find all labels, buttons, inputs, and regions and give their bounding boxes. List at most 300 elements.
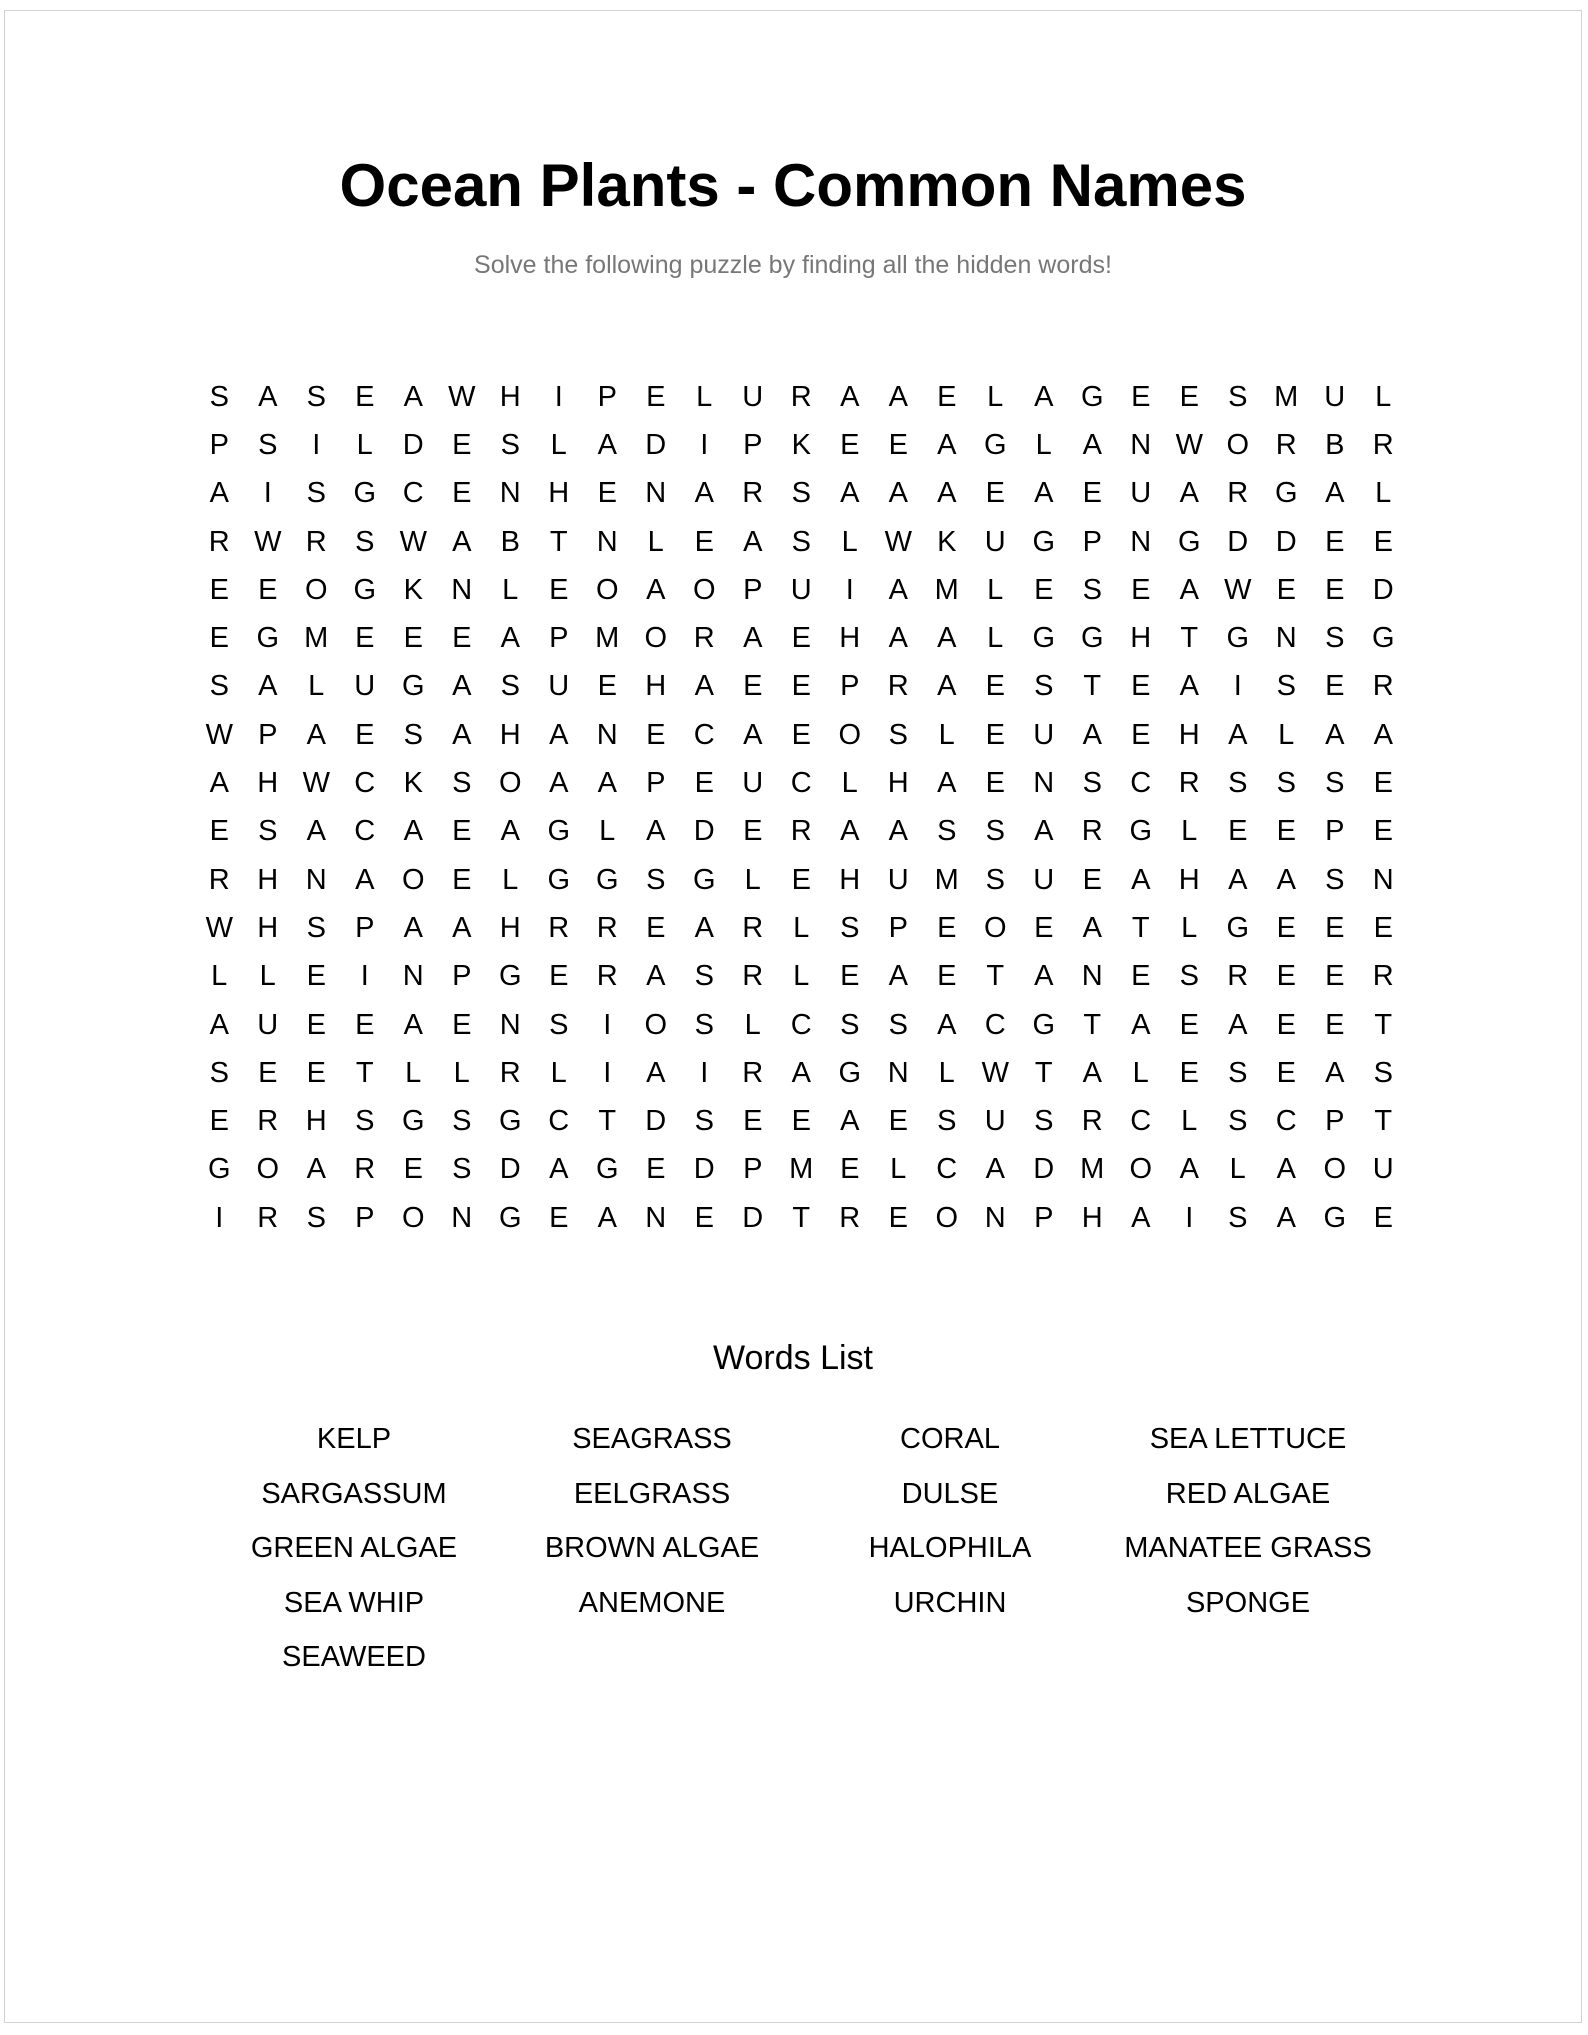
grid-letter: W: [399, 525, 427, 558]
grid-letter: E: [1082, 863, 1102, 896]
grid-letter: R: [887, 670, 909, 703]
grid-letter: G: [595, 1153, 619, 1186]
grid-letter: G: [1323, 1201, 1347, 1234]
grid-letter: A: [646, 960, 666, 993]
grid-letter: S: [306, 380, 326, 413]
grid-letter: D: [1227, 525, 1249, 558]
grid-letter: M: [304, 622, 329, 655]
grid-letter: R: [1081, 815, 1103, 848]
grid-letter: E: [355, 380, 375, 413]
grid-letter: E: [694, 1201, 714, 1234]
grid-letter: C: [1130, 1105, 1152, 1138]
grid-letter: M: [1080, 1153, 1105, 1186]
page-title: Ocean Plants - Common Names: [339, 152, 1247, 219]
grid-letter: E: [1179, 1056, 1199, 1089]
grid-letter: A: [1131, 863, 1151, 896]
grid-letter: R: [1275, 428, 1297, 461]
grid-letter: P: [743, 428, 763, 461]
grid-letter: A: [1373, 718, 1393, 751]
grid-letter: A: [549, 718, 569, 751]
grid-letter: P: [888, 911, 908, 944]
grid-letter: L: [987, 622, 1004, 655]
grid-letter: H: [548, 477, 570, 510]
grid-letter: A: [1179, 1153, 1199, 1186]
grid-letter: E: [743, 1105, 763, 1138]
grid-letter: A: [888, 815, 908, 848]
grid-letter: U: [1372, 1153, 1394, 1186]
grid-letter: P: [452, 960, 472, 993]
grid-letter: E: [1131, 670, 1151, 703]
page-subtitle: Solve the following puzzle by finding all the hidden words!: [474, 251, 1112, 279]
grid-letter: R: [208, 863, 230, 896]
grid-letter: E: [1325, 960, 1345, 993]
grid-letter: A: [597, 428, 617, 461]
grid-letter: G: [498, 960, 522, 993]
grid-letter: E: [452, 477, 472, 510]
grid-letter: E: [597, 670, 617, 703]
grid-letter: L: [211, 960, 228, 993]
grid-letter: H: [305, 1105, 327, 1138]
grid-letter: H: [257, 863, 279, 896]
grid-letter: T: [1374, 1105, 1393, 1138]
word-list-item: HALOPHILA: [868, 1532, 1032, 1564]
grid-letter: A: [1179, 670, 1199, 703]
grid-letter: C: [693, 718, 715, 751]
grid-letter: L: [502, 573, 519, 606]
grid-letter: E: [403, 1153, 423, 1186]
grid-letter: A: [937, 428, 957, 461]
grid-letter: E: [646, 1153, 666, 1186]
grid-letter: L: [308, 670, 325, 703]
word-list-item: SEAWEED: [282, 1641, 426, 1673]
grid-letter: U: [1033, 718, 1055, 751]
grid-letter: I: [263, 477, 272, 510]
grid-letter: D: [402, 428, 424, 461]
grid-letter: N: [402, 960, 424, 993]
grid-letter: G: [1177, 525, 1201, 558]
grid-letter: U: [548, 670, 570, 703]
letter-grid: [195, 373, 1408, 1242]
words-list-heading: Words List: [713, 1339, 873, 1377]
grid-letter: A: [1228, 863, 1248, 896]
grid-letter: M: [1274, 380, 1299, 413]
grid-letter: A: [403, 1008, 423, 1041]
grid-letter: A: [937, 670, 957, 703]
grid-letter: I: [554, 380, 563, 413]
grid-letter: S: [1228, 380, 1248, 413]
grid-letter: E: [1131, 718, 1151, 751]
grid-letter: A: [1179, 573, 1199, 606]
grid-letter: I: [360, 960, 369, 993]
grid-letter: H: [887, 767, 909, 800]
grid-letter: A: [1276, 863, 1296, 896]
grid-letter: R: [596, 960, 618, 993]
grid-letter: A: [791, 1056, 811, 1089]
grid-letter: A: [985, 1153, 1005, 1186]
grid-letter: R: [1372, 960, 1394, 993]
grid-letter: E: [791, 1105, 811, 1138]
grid-letter: C: [936, 1153, 958, 1186]
grid-letter: S: [694, 1105, 714, 1138]
grid-letter: R: [354, 1153, 376, 1186]
grid-letter: L: [1181, 911, 1198, 944]
grid-letter: G: [353, 573, 377, 606]
grid-letter: T: [549, 525, 568, 558]
grid-letter: E: [549, 573, 569, 606]
grid-letter: E: [452, 622, 472, 655]
grid-letter: O: [983, 911, 1007, 944]
grid-letter: E: [1082, 477, 1102, 510]
grid-letter: L: [259, 960, 276, 993]
grid-letter: O: [1129, 1153, 1153, 1186]
grid-letter: S: [1276, 670, 1296, 703]
grid-letter: E: [791, 670, 811, 703]
grid-letter: E: [306, 1056, 326, 1089]
grid-letter: S: [452, 1105, 472, 1138]
word-list-item: GREEN ALGAE: [250, 1532, 458, 1564]
grid-letter: S: [985, 815, 1005, 848]
grid-letter: E: [403, 622, 423, 655]
grid-letter: E: [888, 1201, 908, 1234]
grid-letter: I: [312, 428, 321, 461]
grid-letter: A: [403, 815, 423, 848]
grid-letter: U: [790, 573, 812, 606]
grid-letter: S: [258, 815, 278, 848]
grid-letter: W: [1175, 428, 1203, 461]
grid-letter: G: [401, 1105, 425, 1138]
grid-letter: E: [1276, 960, 1296, 993]
grid-letter: A: [888, 622, 908, 655]
grid-letter: G: [547, 863, 571, 896]
grid-letter: A: [209, 767, 229, 800]
grid-letter: U: [742, 767, 764, 800]
grid-letter: L: [1278, 718, 1295, 751]
grid-letter: A: [1179, 477, 1199, 510]
grid-letter: E: [1179, 1008, 1199, 1041]
grid-letter: L: [793, 960, 810, 993]
grid-letter: A: [888, 477, 908, 510]
grid-letter: E: [888, 428, 908, 461]
grid-letter: P: [355, 911, 375, 944]
worksheet-page: [4, 10, 1582, 2023]
grid-letter: T: [1374, 1008, 1393, 1041]
grid-letter: E: [985, 718, 1005, 751]
grid-letter: E: [1131, 573, 1151, 606]
grid-letter: A: [452, 911, 472, 944]
grid-letter: E: [937, 960, 957, 993]
grid-letter: E: [209, 815, 229, 848]
grid-letter: E: [1276, 1056, 1296, 1089]
grid-letter: S: [209, 380, 229, 413]
grid-letter: S: [306, 911, 326, 944]
grid-letter: G: [207, 1153, 231, 1186]
grid-letter: S: [1179, 960, 1199, 993]
grid-letter: G: [1226, 622, 1250, 655]
grid-letter: U: [1130, 477, 1152, 510]
grid-letter: O: [401, 1201, 425, 1234]
grid-letter: H: [1130, 622, 1152, 655]
grid-letter: O: [935, 1201, 959, 1234]
grid-letter: A: [937, 622, 957, 655]
grid-letter: R: [742, 960, 764, 993]
grid-letter: S: [500, 670, 520, 703]
grid-letter: N: [1275, 622, 1297, 655]
grid-letter: E: [1276, 815, 1296, 848]
grid-letter: E: [597, 477, 617, 510]
grid-letter: E: [646, 380, 666, 413]
grid-letter: G: [838, 1056, 862, 1089]
grid-letter: E: [646, 718, 666, 751]
grid-letter: S: [888, 718, 908, 751]
grid-letter: I: [700, 428, 709, 461]
grid-letter: G: [498, 1105, 522, 1138]
grid-letter: D: [1033, 1153, 1055, 1186]
word-list-item: SEAGRASS: [572, 1423, 732, 1455]
grid-letter: H: [257, 911, 279, 944]
word-list-item: SARGASSUM: [261, 1477, 447, 1510]
grid-letter: L: [1181, 1105, 1198, 1138]
grid-letter: E: [743, 815, 763, 848]
grid-letter: U: [887, 863, 909, 896]
grid-letter: C: [354, 815, 376, 848]
grid-letter: N: [645, 477, 667, 510]
grid-letter: G: [498, 1201, 522, 1234]
grid-letter: S: [1325, 863, 1345, 896]
grid-letter: K: [791, 428, 811, 461]
grid-letter: R: [548, 911, 570, 944]
grid-letter: S: [840, 1008, 860, 1041]
grid-letter: A: [646, 1056, 666, 1089]
grid-letter: A: [694, 477, 714, 510]
grid-letter: M: [789, 1153, 814, 1186]
grid-letter: T: [1083, 1008, 1102, 1041]
grid-letter: N: [984, 1201, 1006, 1234]
grid-letter: S: [1228, 1056, 1248, 1089]
grid-letter: S: [1034, 1105, 1054, 1138]
grid-letter: E: [1034, 911, 1054, 944]
grid-letter: A: [597, 767, 617, 800]
grid-letter: E: [1325, 670, 1345, 703]
grid-letter: C: [984, 1008, 1006, 1041]
grid-letter: L: [744, 863, 761, 896]
grid-letter: G: [1371, 622, 1395, 655]
grid-letter: P: [355, 1201, 375, 1234]
grid-letter: O: [595, 573, 619, 606]
grid-letter: H: [1178, 718, 1200, 751]
grid-letter: N: [1372, 863, 1394, 896]
grid-letter: M: [934, 863, 959, 896]
grid-letter: E: [646, 911, 666, 944]
grid-letter: A: [840, 477, 860, 510]
grid-letter: H: [499, 380, 521, 413]
grid-letter: B: [1325, 428, 1345, 461]
grid-letter: S: [258, 428, 278, 461]
grid-letter: L: [841, 767, 858, 800]
grid-letter: H: [645, 670, 667, 703]
grid-letter: B: [500, 525, 520, 558]
grid-letter: A: [1082, 718, 1102, 751]
grid-letter: S: [1276, 767, 1296, 800]
grid-letter: L: [1375, 380, 1392, 413]
grid-letter: E: [209, 573, 229, 606]
word-list-item: MANATEE GRASS: [1124, 1532, 1372, 1564]
grid-letter: R: [257, 1201, 279, 1234]
grid-letter: L: [987, 573, 1004, 606]
grid-letter: L: [1132, 1056, 1149, 1089]
grid-letter: E: [1373, 525, 1393, 558]
grid-letter: E: [791, 863, 811, 896]
grid-letter: G: [1032, 525, 1056, 558]
grid-letter: E: [1276, 573, 1296, 606]
grid-letter: E: [694, 525, 714, 558]
grid-letter: A: [258, 380, 278, 413]
grid-letter: A: [209, 1008, 229, 1041]
grid-letter: E: [355, 1008, 375, 1041]
grid-letter: G: [401, 670, 425, 703]
grid-letter: A: [1131, 1201, 1151, 1234]
grid-letter: S: [840, 911, 860, 944]
grid-letter: A: [743, 718, 763, 751]
grid-letter: T: [1180, 622, 1199, 655]
grid-letter: A: [209, 477, 229, 510]
grid-letter: P: [1325, 815, 1345, 848]
grid-letter: E: [791, 718, 811, 751]
grid-letter: E: [452, 863, 472, 896]
grid-letter: A: [549, 1153, 569, 1186]
grid-letter: E: [549, 960, 569, 993]
grid-letter: A: [306, 1153, 326, 1186]
grid-letter: L: [356, 428, 373, 461]
grid-letter: E: [209, 622, 229, 655]
grid-letter: R: [742, 911, 764, 944]
word-list-item: SPONGE: [1185, 1586, 1311, 1619]
grid-letter: A: [355, 863, 375, 896]
grid-letter: S: [1325, 622, 1345, 655]
grid-letter: T: [1083, 670, 1102, 703]
grid-letter: E: [1373, 1201, 1393, 1234]
grid-letter: E: [452, 428, 472, 461]
grid-letter: M: [595, 622, 620, 655]
grid-letter: L: [1375, 477, 1392, 510]
grid-letter: O: [304, 573, 328, 606]
grid-letter: E: [306, 960, 326, 993]
grid-letter: D: [1372, 573, 1394, 606]
grid-letter: R: [742, 1056, 764, 1089]
grid-letter: A: [403, 380, 423, 413]
grid-letter: E: [355, 718, 375, 751]
grid-letter: N: [596, 525, 618, 558]
grid-letter: R: [257, 1105, 279, 1138]
grid-letter: A: [937, 1008, 957, 1041]
grid-letter: A: [743, 622, 763, 655]
grid-letter: N: [451, 573, 473, 606]
grid-letter: A: [452, 525, 472, 558]
grid-letter: E: [743, 670, 763, 703]
grid-letter: H: [839, 863, 861, 896]
grid-letter: K: [403, 573, 423, 606]
grid-letter: E: [1131, 380, 1151, 413]
grid-letter: U: [354, 670, 376, 703]
word-list-item: ANEMONE: [578, 1586, 726, 1619]
grid-letter: W: [448, 380, 476, 413]
grid-letter: A: [743, 525, 763, 558]
grid-letter: T: [792, 1201, 811, 1234]
grid-letter: G: [1032, 622, 1056, 655]
grid-letter: L: [1229, 1153, 1246, 1186]
grid-letter: E: [840, 960, 860, 993]
grid-letter: A: [840, 815, 860, 848]
grid-letter: E: [840, 1153, 860, 1186]
grid-letter: A: [694, 911, 714, 944]
grid-letter: E: [1276, 911, 1296, 944]
grid-letter: P: [209, 428, 229, 461]
grid-letter: R: [1178, 767, 1200, 800]
grid-letter: A: [646, 815, 666, 848]
grid-letter: E: [840, 428, 860, 461]
grid-letter: R: [305, 525, 327, 558]
grid-letter: O: [644, 1008, 668, 1041]
grid-letter: A: [306, 815, 326, 848]
grid-letter: G: [353, 477, 377, 510]
grid-letter: R: [790, 815, 812, 848]
grid-letter: H: [499, 718, 521, 751]
grid-letter: I: [700, 1056, 709, 1089]
grid-letter: A: [888, 960, 908, 993]
grid-letter: P: [258, 718, 278, 751]
grid-letter: E: [306, 1008, 326, 1041]
grid-letter: S: [452, 1153, 472, 1186]
grid-letter: M: [934, 573, 959, 606]
grid-letter: A: [1082, 1056, 1102, 1089]
grid-letter: S: [306, 477, 326, 510]
grid-letter: N: [1130, 428, 1152, 461]
grid-letter: S: [694, 960, 714, 993]
grid-letter: D: [499, 1153, 521, 1186]
grid-letter: N: [1033, 767, 1055, 800]
grid-letter: W: [205, 718, 233, 751]
grid-letter: L: [453, 1056, 470, 1089]
grid-letter: A: [646, 573, 666, 606]
grid-letter: E: [985, 477, 1005, 510]
grid-letter: U: [742, 380, 764, 413]
grid-letter: C: [1130, 767, 1152, 800]
grid-letter: L: [599, 815, 616, 848]
grid-letter: P: [597, 380, 617, 413]
grid-letter: T: [598, 1105, 617, 1138]
grid-letter: L: [1181, 815, 1198, 848]
grid-letter: T: [1131, 911, 1150, 944]
grid-letter: S: [937, 1105, 957, 1138]
grid-letter: W: [1224, 573, 1252, 606]
grid-letter: E: [1179, 380, 1199, 413]
grid-letter: G: [1080, 622, 1104, 655]
grid-letter: P: [646, 767, 666, 800]
grid-letter: O: [401, 863, 425, 896]
grid-letter: G: [1129, 815, 1153, 848]
grid-letter: N: [305, 863, 327, 896]
grid-letter: S: [791, 477, 811, 510]
grid-letter: R: [499, 1056, 521, 1089]
word-list-item: DULSE: [901, 1477, 999, 1510]
grid-letter: G: [595, 863, 619, 896]
grid-letter: A: [1131, 1008, 1151, 1041]
grid-letter: R: [1372, 428, 1394, 461]
grid-letter: O: [692, 573, 716, 606]
grid-letter: L: [890, 1153, 907, 1186]
grid-letter: T: [986, 960, 1005, 993]
grid-letter: P: [549, 622, 569, 655]
grid-letter: R: [742, 477, 764, 510]
